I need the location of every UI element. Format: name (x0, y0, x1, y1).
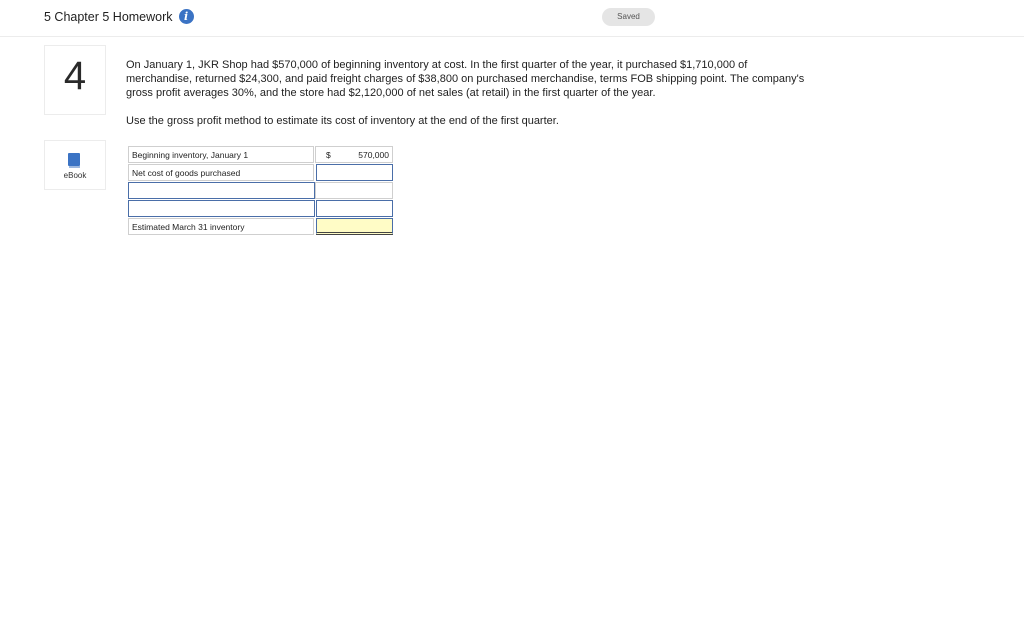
row-3-label-input[interactable] (128, 182, 315, 199)
currency-symbol: $ (326, 150, 331, 160)
table-row (128, 218, 394, 236)
net-cost-purchased-label: Net cost of goods purchased (128, 164, 314, 181)
assignment-title: 5 Chapter 5 Homework (44, 9, 173, 24)
question-number-box (44, 45, 106, 115)
ebook-button[interactable] (44, 140, 106, 190)
estimated-inventory-label: Estimated March 31 inventory (128, 218, 314, 235)
row-4-value-input[interactable] (316, 200, 393, 217)
ebook-label: eBook (63, 171, 87, 180)
assignment-title-group (44, 9, 194, 24)
table-row (128, 146, 394, 164)
row-3-value (315, 182, 393, 199)
row-4-label-input[interactable] (128, 200, 315, 217)
estimated-inventory-input[interactable] (316, 218, 393, 235)
table-row (128, 200, 394, 218)
question-instruction: Use the gross profit method to estimate its cost of inventory at the end of the first quarter. (126, 115, 559, 127)
saved-status-badge: Saved (602, 8, 655, 26)
top-bar (0, 0, 1024, 37)
beginning-inventory-amount: 570,000 (358, 150, 389, 160)
question-number: 4 (63, 54, 87, 98)
net-cost-purchased-input[interactable] (316, 164, 393, 181)
book-icon (68, 153, 81, 168)
beginning-inventory-value (315, 146, 393, 163)
info-icon[interactable]: i (179, 9, 194, 24)
table-row (128, 182, 394, 200)
answer-table (128, 146, 394, 236)
table-row (128, 164, 394, 182)
question-text: On January 1, JKR Shop had $570,000 of beginning inventory at cost. In the first quarter of the year, it purchased $1,710,000 of merchandise, returned $24,300, and paid freight charges of $38,800 on purchased merchandise, terms FOB shipping point. The company's gross profit averages 30%, and the store had $2,120,000 of net sales (at retail) in the first quarter of the year. (126, 59, 805, 99)
beginning-inventory-label: Beginning inventory, January 1 (128, 146, 314, 163)
